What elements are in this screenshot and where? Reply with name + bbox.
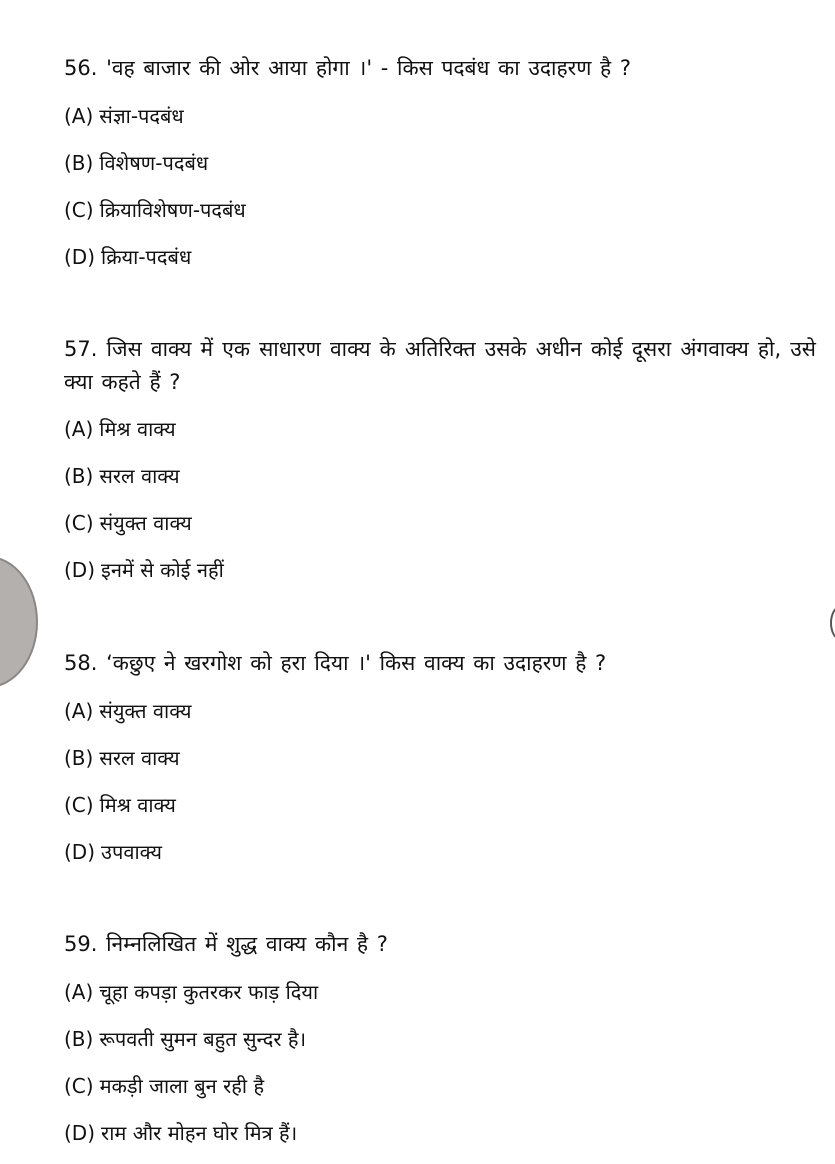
question-body: निम्नलिखित में शुद्ध वाक्य कौन है ? xyxy=(106,932,388,956)
option-a[interactable] xyxy=(64,688,816,735)
option-text: उपवाक्य xyxy=(101,840,162,864)
option-b[interactable] xyxy=(64,140,816,187)
option-text: क्रिया-पदबंध xyxy=(101,245,192,269)
option-letter: (A) xyxy=(64,980,94,1004)
option-text: मिश्र वाक्य xyxy=(99,417,176,441)
option-c[interactable] xyxy=(64,500,816,547)
option-d[interactable] xyxy=(64,1110,816,1157)
option-letter: (D) xyxy=(64,245,96,269)
option-letter: (C) xyxy=(64,1074,94,1098)
option-text: विशेषण-पदबंध xyxy=(99,151,209,175)
question-56 xyxy=(64,52,816,281)
option-letter: (D) xyxy=(64,1121,96,1145)
option-list xyxy=(64,406,816,594)
option-letter: (A) xyxy=(64,104,94,128)
option-letter: (B) xyxy=(64,746,94,770)
question-number: 57. xyxy=(64,337,98,361)
option-letter: (C) xyxy=(64,793,94,817)
question-body: 'वह बाजार की ओर आया होगा ।' - किस पदबंध का उदाहरण है ? xyxy=(106,56,632,80)
option-d[interactable] xyxy=(64,547,816,594)
question-57 xyxy=(64,333,816,594)
question-text xyxy=(64,333,816,399)
thumb-shadow xyxy=(0,556,38,688)
option-d[interactable] xyxy=(64,234,816,281)
option-letter: (A) xyxy=(64,417,94,441)
question-text xyxy=(64,647,816,680)
option-letter: (C) xyxy=(64,198,94,222)
option-list xyxy=(64,93,816,281)
option-c[interactable] xyxy=(64,187,816,234)
question-58 xyxy=(64,647,816,876)
question-body: ‘कछुए ने खरगोश को हरा दिया ।' किस वाक्य का उदाहरण है ? xyxy=(106,651,607,675)
page-edge-mark xyxy=(830,606,835,640)
option-letter: (B) xyxy=(64,1027,94,1051)
option-letter: (C) xyxy=(64,511,94,535)
option-letter: (B) xyxy=(64,464,94,488)
option-text: क्रियाविशेषण-पदबंध xyxy=(99,198,246,222)
option-b[interactable] xyxy=(64,1016,816,1063)
option-b[interactable] xyxy=(64,453,816,500)
option-list xyxy=(64,688,816,876)
option-text: संयुक्त वाक्य xyxy=(99,511,192,535)
option-text: संज्ञा-पदबंध xyxy=(99,104,184,128)
option-list xyxy=(64,969,816,1157)
question-59 xyxy=(64,928,816,1157)
option-text: राम और मोहन घोर मित्र हैं। xyxy=(101,1121,298,1145)
option-letter: (D) xyxy=(64,558,96,582)
option-letter: (A) xyxy=(64,699,94,723)
option-a[interactable] xyxy=(64,969,816,1016)
option-a[interactable] xyxy=(64,406,816,453)
option-text: संयुक्त वाक्य xyxy=(99,699,192,723)
option-text: रूपवती सुमन बहुत सुन्दर है। xyxy=(99,1027,307,1051)
question-number: 59. xyxy=(64,932,98,956)
question-number: 58. xyxy=(64,651,98,675)
option-c[interactable] xyxy=(64,782,816,829)
option-text: चूहा कपड़ा कुतरकर फाड़ दिया xyxy=(99,980,319,1004)
option-d[interactable] xyxy=(64,829,816,876)
option-b[interactable] xyxy=(64,735,816,782)
option-text: सरल वाक्य xyxy=(99,464,180,488)
option-text: मिश्र वाक्य xyxy=(99,793,176,817)
option-letter: (B) xyxy=(64,151,94,175)
option-letter: (D) xyxy=(64,840,96,864)
question-text xyxy=(64,52,816,85)
question-body: जिस वाक्य में एक साधारण वाक्य के अतिरिक्त उसके अधीन कोई दूसरा अंगवाक्य हो, उसे क्या कहते हैं ? xyxy=(64,337,816,394)
option-a[interactable] xyxy=(64,93,816,140)
question-text xyxy=(64,928,816,961)
option-text: इनमें से कोई नहीं xyxy=(101,558,224,582)
option-text: मकड़ी जाला बुन रही है xyxy=(99,1074,265,1098)
question-number: 56. xyxy=(64,56,98,80)
option-text: सरल वाक्य xyxy=(99,746,180,770)
option-c[interactable] xyxy=(64,1063,816,1110)
